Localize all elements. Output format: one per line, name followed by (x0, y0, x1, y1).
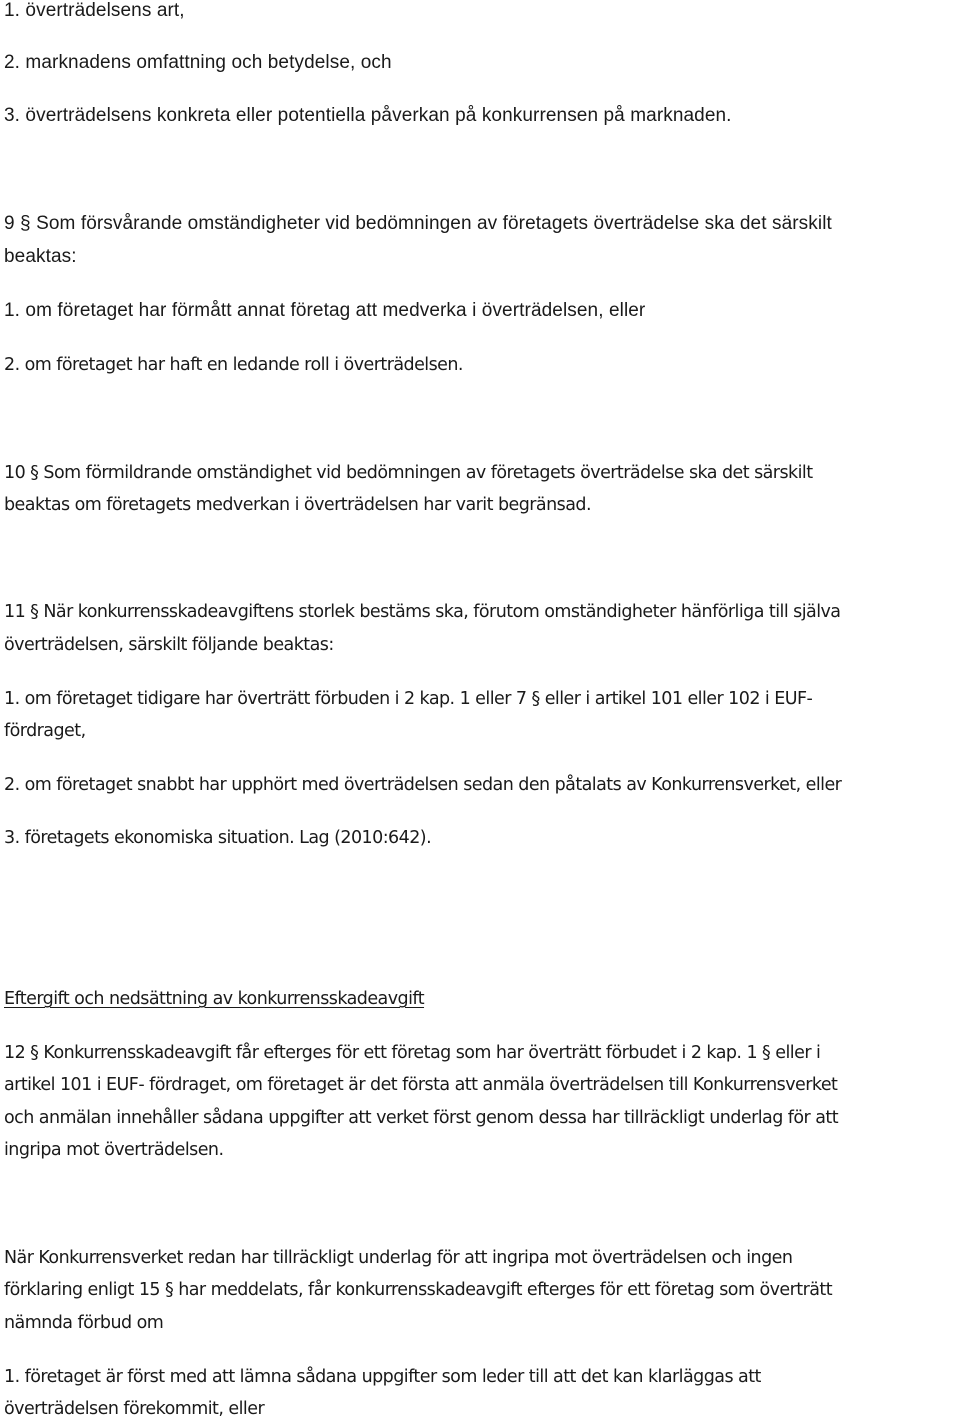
section-12-text: ingripa mot överträdelsen. (4, 1140, 224, 1160)
section-10-text: 10 § Som förmildrande omständighet vid bedömningen av företagets överträdelse ska det särskilt (4, 463, 813, 483)
section-11-text: 11 § När konkurrensskadeavgiftens storlek bestäms ska, förutom omständigheter hänförliga till själva (4, 602, 841, 622)
section-heading: Eftergift och nedsättning av konkurrensskadeavgift (4, 989, 425, 1009)
list-item: överträdelsen förekommit, eller (4, 1399, 265, 1419)
paragraph-text: När Konkurrensverket redan har tillräckligt underlag för att ingripa mot överträdelsen och ingen (4, 1248, 793, 1268)
section-9-text: 9 § Som försvårande omständigheter vid bedömningen av företagets överträdelse ska det särskilt (4, 213, 832, 234)
list-item: 2. om företaget har haft en ledande roll i överträdelsen. (4, 355, 463, 375)
section-12-text: och anmälan innehåller sådana uppgifter att verket först genom dessa har tillräckligt underlag för att (4, 1108, 839, 1128)
list-item: 1. överträdelsens art, (4, 0, 185, 21)
section-9-text: beaktas: (4, 246, 77, 267)
paragraph-text: nämnda förbud om (4, 1313, 164, 1333)
list-item: 1. företaget är först med att lämna sådana uppgifter som leder till att det kan klarläggas att (4, 1367, 761, 1387)
section-12-text: 12 § Konkurrensskadeavgift får efterges för ett företag som har överträtt förbudet i 2 kap. 1 § eller i (4, 1043, 821, 1063)
list-item: 1. om företaget har förmått annat företag att medverka i överträdelsen, eller (4, 300, 646, 321)
list-item: fördraget, (4, 721, 86, 741)
list-item: 3. företagets ekonomiska situation. Lag (2010:642). (4, 828, 432, 848)
section-11-text: överträdelsen, särskilt följande beaktas: (4, 635, 334, 655)
list-item: 1. om företaget tidigare har överträtt förbuden i 2 kap. 1 eller 7 § eller i artikel 101 eller 102 i EUF- (4, 689, 813, 709)
list-item: 3. överträdelsens konkreta eller potentiella påverkan på konkurrensen på marknaden. (4, 105, 732, 126)
list-item: 2. om företaget snabbt har upphört med överträdelsen sedan den påtalats av Konkurrensverket, eller (4, 775, 842, 795)
list-item: 2. marknadens omfattning och betydelse, och (4, 52, 392, 73)
section-12-text: artikel 101 i EUF- fördraget, om företaget är det första att anmäla överträdelsen till Konkurrensverket (4, 1075, 838, 1095)
section-10-text: beaktas om företagets medverkan i överträdelsen har varit begränsad. (4, 495, 591, 515)
paragraph-text: förklaring enligt 15 § har meddelats, får konkurrensskadeavgift efterges för ett företag som överträtt (4, 1280, 833, 1300)
